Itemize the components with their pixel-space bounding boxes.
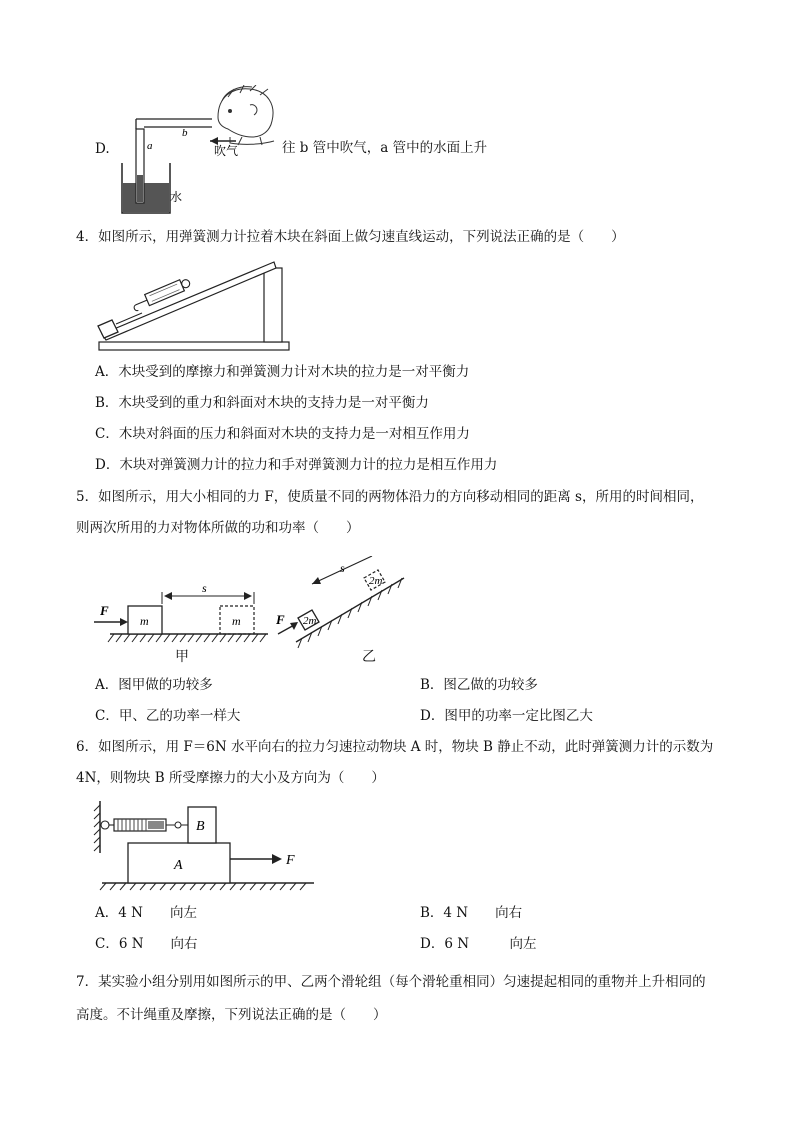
q5-caption-right: 乙 — [362, 649, 376, 665]
q5-right-mass-2: 2m — [369, 575, 383, 587]
q6-block-a-label: A — [174, 858, 183, 873]
q5-option-c: C．甲、乙的功率一样大 — [95, 708, 241, 724]
q6-option-b: B．4 N 向右 — [420, 905, 523, 921]
q6-option-d: D．6 N 向左 — [420, 936, 537, 952]
q6-option-a: A．4 N 向左 — [95, 905, 197, 921]
q6-force-label: F — [286, 853, 295, 868]
q6-stem-line1: 6．如图所示，用 F＝6N 水平向右的拉力匀速拉动物块 A 时，物块 B 静止不动，此时弹簧测力计的示数为 — [76, 739, 714, 755]
q3-option-d-text: 往 b 管中吹气，a 管中的水面上升 — [282, 140, 488, 156]
q5-left-force: F — [100, 603, 109, 618]
q7-stem-line2: 高度。不计绳重及摩擦，下列说法正确的是（ ） — [76, 1007, 387, 1023]
q5-right-dist: s — [340, 561, 345, 575]
q4-option-b: B．木块受到的重力和斜面对木块的支持力是一对平衡力 — [95, 395, 429, 411]
q3-label-a: a — [147, 140, 153, 152]
q5-stem-line2: 则两次所用的力对物体所做的功和功率（ ） — [76, 520, 360, 536]
q5-stem-line1: 5．如图所示，用大小相同的力 F，使质量不同的两物体沿力的方向移动相同的距离 s，所用的时间相同， — [76, 489, 704, 505]
spring-scale-icon — [101, 819, 188, 831]
q5-right-mass-1: 2m — [303, 615, 317, 627]
q3-label-b: b — [182, 127, 188, 139]
boy-head-icon — [218, 85, 274, 145]
q5-figure-right — [272, 556, 412, 651]
q5-left-dist: s — [202, 581, 207, 595]
q3-straw-figure — [110, 85, 310, 215]
q5-option-d: D．图甲的功率一定比图乙大 — [420, 708, 593, 724]
q3-option-d-letter: D. — [95, 141, 110, 157]
q4-option-a: A．木块受到的摩擦力和弹簧测力计对木块的拉力是一对平衡力 — [95, 364, 470, 380]
q4-incline-figure — [94, 254, 294, 354]
q3-blow-label: 吹气 — [214, 144, 239, 158]
q6-stem-line2: 4N，则物块 B 所受摩擦力的大小及方向为（ ） — [76, 770, 385, 786]
q7-stem-line1: 7．某实验小组分别用如图所示的甲、乙两个滑轮组（每个滑轮重相同）匀速提起相同的重物并上升相同的 — [76, 974, 706, 990]
q4-stem: 4．如图所示，用弹簧测力计拉着木块在斜面上做匀速直线运动，下列说法正确的是（ ） — [76, 229, 625, 245]
q6-figure — [92, 797, 322, 892]
q5-left-mass-2: m — [232, 614, 241, 628]
q4-option-d: D．木块对弹簧测力计的拉力和手对弹簧测力计的拉力是相互作用力 — [95, 457, 498, 473]
q4-option-c: C．木块对斜面的压力和斜面对木块的支持力是一对相互作用力 — [95, 426, 470, 442]
water-fill — [123, 183, 169, 212]
q6-block-b-label: B — [196, 819, 205, 834]
q5-option-b: B．图乙做的功较多 — [420, 677, 538, 693]
q3-water-label: 水 — [170, 190, 183, 204]
q5-right-force: F — [276, 612, 285, 627]
q5-caption-left: 甲 — [175, 649, 189, 665]
q5-left-mass-1: m — [140, 614, 149, 628]
q5-option-a: A．图甲做的功较多 — [95, 677, 213, 693]
q6-option-c: C．6 N 向右 — [95, 936, 198, 952]
